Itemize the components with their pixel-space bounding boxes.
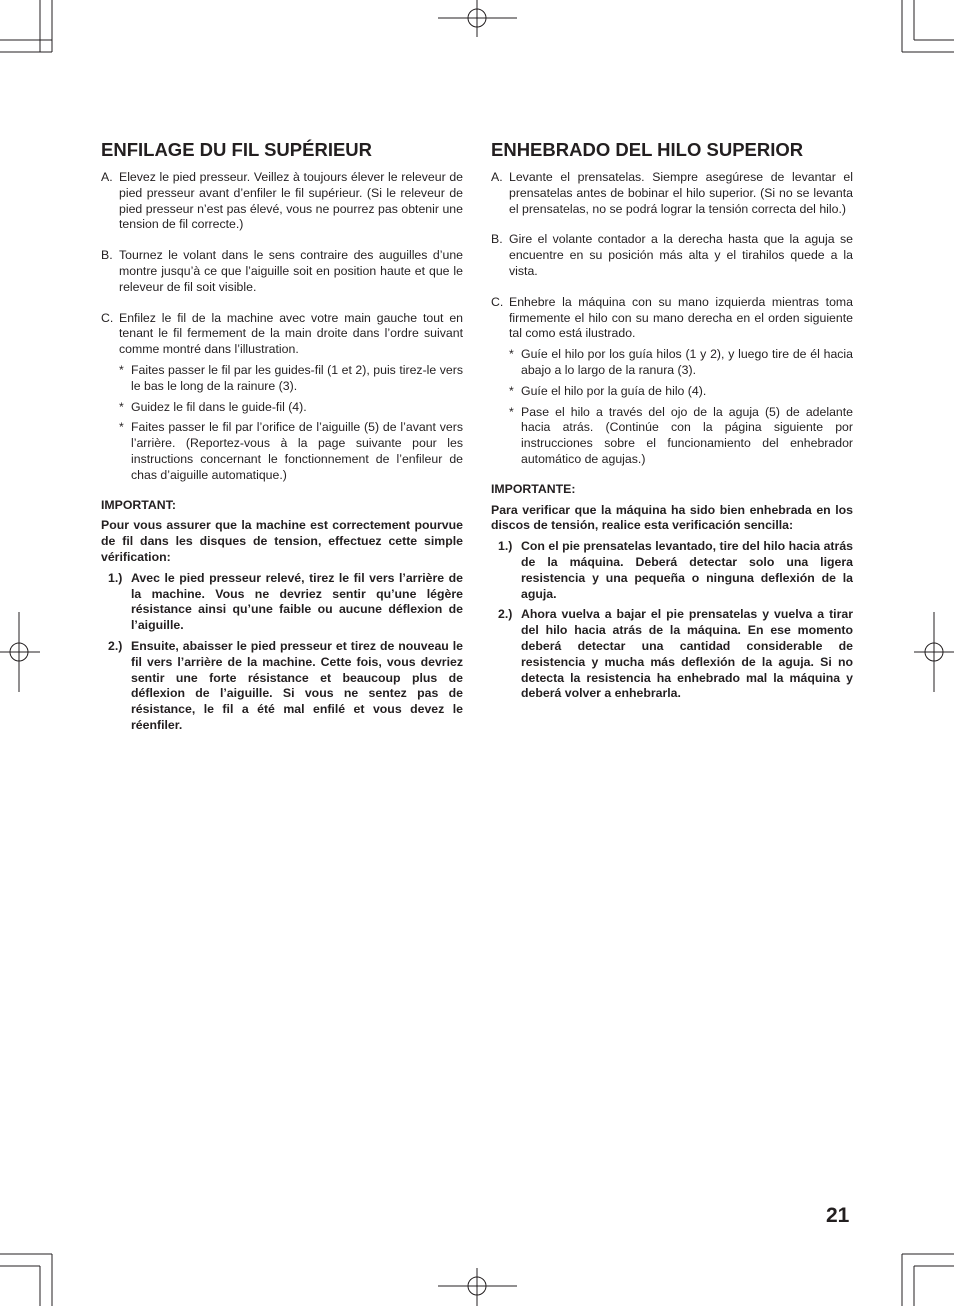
check-text: Avec le pied presseur relevé, tirez le fil vers l’arrière de la machine. Vous ne devriez sentir qu’une légère résistance ainsi qu’une faible ou aucune déflexion de l’aiguille. [131,570,463,633]
french-important-heading: IMPORTANT: [101,497,176,512]
spanish-important-intro: Para verificar que la máquina ha sido bien enhebrada en los discos de tensión, realice esta verificación sencilla: [491,502,853,533]
step-text: Levante el prensatelas. Siempre asegúrese de levantar el prensatelas antes de bobinar el hilo superior. (Si no se levanta el prensatelas, no se podrá lograr la tensión correcta del hilo.) [509,170,853,216]
check-text: Ahora vuelva a bajar el pie prensatelas y vuelva a tirar del hilo hacia atrás de la máquina. En ese momento deberá detectar una cantidad considerable de resistencia y mucha más deflexión de la aguja. Si no detecta la resistencia ha enhebrado mal la máquina y deberá volver a enhebrarla. [521,607,853,701]
french-check-2 [101,639,463,734]
french-substep-1 [101,363,463,395]
spanish-important-heading: IMPORTANTE: [491,481,576,496]
step-text: Elevez le pied presseur. Veillez à toujours élever le releveur de pied presseur avant d’enfiler le fil supérieur. (Si le releveur de pied presseur n’est pas élevé, vous ne pourrez pas obtenir une tension de fil correcte.) [119,170,463,232]
check-text: Ensuite, abaisser le pied presseur et tirez de nouveau le fil vers l’arrière de la machine. Cette fois, vous devriez sentir une forte résistance et beaucoup plus de déflexion de l’aiguille. Si vous ne sentez pas de résistance, le fil a été mal enfilé et vous devez le réenfiler. [131,638,463,732]
step-label: A. [491,170,503,184]
spanish-step-a [491,170,853,217]
check-number: 2.) [498,607,513,622]
french-check-1 [101,571,463,634]
spanish-check-1 [491,539,853,602]
substep-text: Pase el hilo a través del ojo de la aguja (5) de adelante hacia atrás. (Continúe con la página siguiente por instrucciones sobre el funcionamiento del enhebrador automático de agujas.) [521,404,853,466]
spanish-title: ENHEBRADO DEL HILO SUPERIOR [491,139,804,160]
check-number: 2.) [108,638,123,653]
step-text: Enhebre la máquina con su mano izquierda mientras toma firmemente el hilo con su mano derecha en el orden siguiente tal como está ilustrado. [509,294,853,341]
bullet-star: * [119,399,124,414]
bullet-star: * [509,347,514,362]
step-text: Tournez le volant dans le sens contraire des auguilles d’une montre jusqu’à ce que l’aiguille soit en position haute et que le releveur de fil soit visible. [119,248,463,294]
check-number: 1.) [108,570,123,585]
substep-text: Guidez le fil dans le guide-fil (4). [131,399,307,414]
page-number: 21 [826,1204,850,1227]
substep-text: Faites passer le fil par l’orifice de l’aiguille (5) de l’avant vers l’arrière. (Reportez-vous à la page suivante pour les instructions concernant le fonctionnement de l’enfileur de chas d’aiguille automatique.) [131,420,463,482]
step-label: A. [101,170,113,184]
french-step-a [101,170,463,233]
french-substep-2 [101,400,463,416]
french-title: ENFILAGE DU FIL SUPÉRIEUR [101,139,373,160]
check-number: 1.) [498,539,513,554]
substep-text: Faites passer le fil par les guides-fil (1 et 2), puis tirez-le vers le bas le long de la rainure (3). [131,362,463,393]
french-substep-3 [101,420,463,483]
french-step-b [101,248,463,295]
bullet-star: * [509,383,514,398]
spanish-substep-2 [491,384,853,400]
french-step-c [101,311,463,358]
french-important-intro: Pour vous assurer que la machine est correctement pourvue de fil dans les disques de tension, effectuez cette simple vérification: [101,518,463,564]
check-text: Con el pie prensatelas levantado, tire del hilo hacia atrás de la máquina. Deberá detectar solo una ligera resistencia y una pequeña o ninguna deflexión de la aguja. [521,539,853,601]
step-label: C. [101,310,114,325]
step-text: Enfilez le fil de la machine avec votre main gauche tout en tenant le fil fermement de la main droite dans l’ordre suivant comme montré dans l’illustration. [119,310,463,357]
step-text: Gire el volante contador a la derecha hasta que la aguja se encuentre en su posición más alta y el tirahilos quede a la vista. [509,232,853,278]
step-label: C. [491,294,504,309]
spanish-check-2 [491,607,853,702]
substep-text: Guíe el hilo por la guía de hilo (4). [521,383,707,398]
substep-text: Guíe el hilo por los guía hilos (1 y 2), y luego tire de él hacia abajo a lo largo de la ranura (3). [521,347,853,377]
spanish-substep-3 [491,405,853,468]
step-label: B. [491,232,503,247]
spanish-substep-1 [491,347,853,379]
spanish-step-c [491,295,853,342]
french-column [101,138,463,734]
bullet-star: * [119,420,124,435]
spanish-column [491,138,853,702]
bullet-star: * [119,362,124,377]
bullet-star: * [509,404,514,419]
spanish-step-b [491,232,853,279]
step-label: B. [101,248,113,263]
